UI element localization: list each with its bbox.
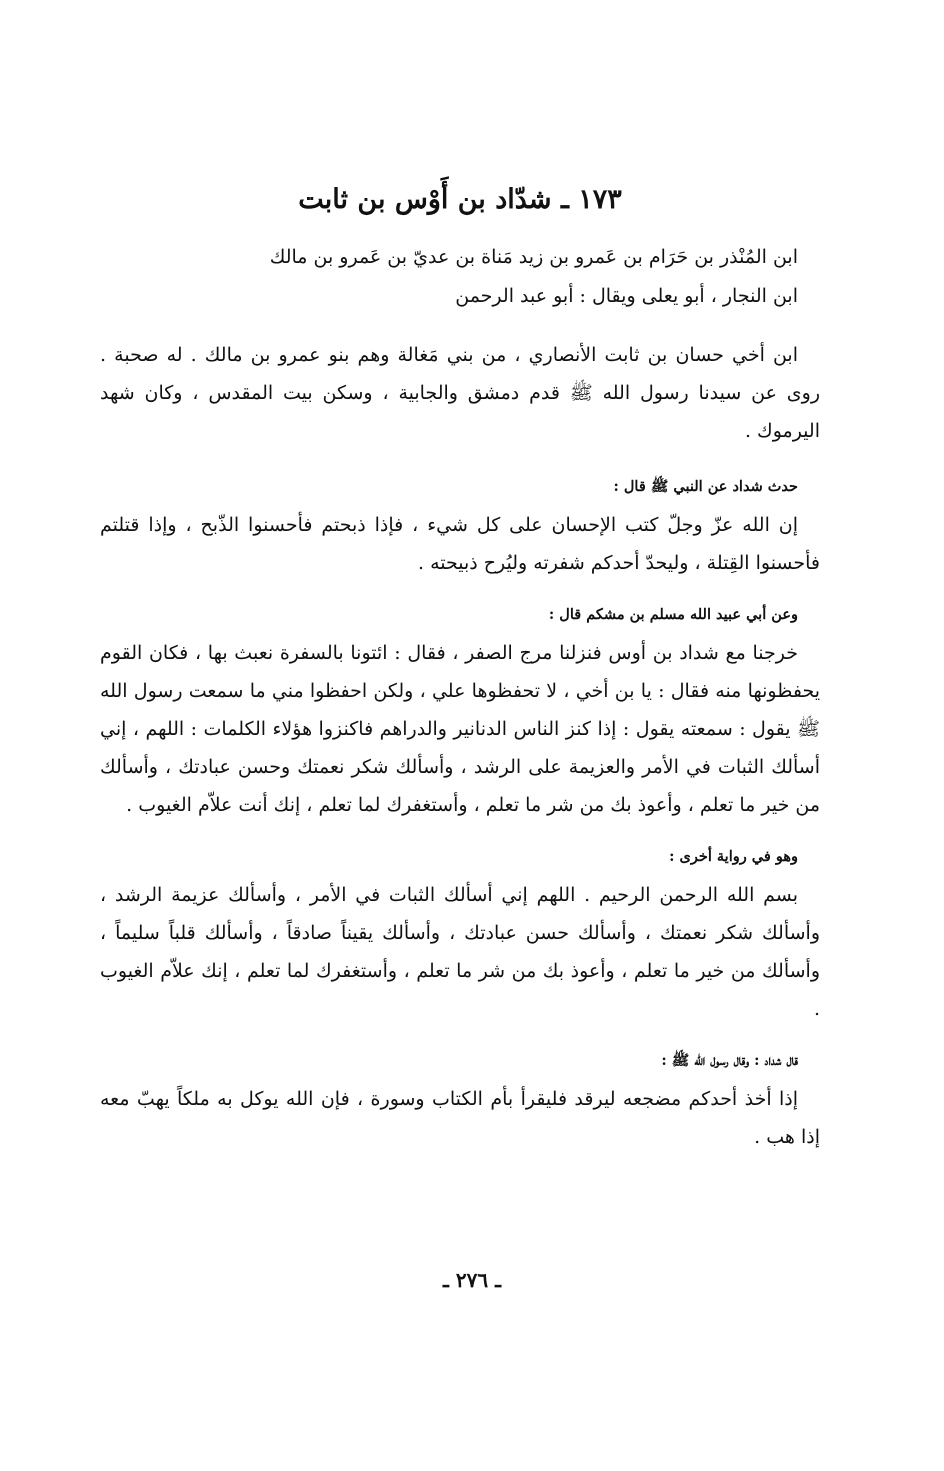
hadith-section	[100, 600, 820, 824]
section-heading: حدث شداد عن النبي ﷺ قال :	[613, 478, 798, 495]
entry-title: ١٧٣ ـ شدّاد بن أَوْس بن ثابت	[298, 184, 622, 215]
section-text: إن الله عزّ وجلّ كتب الإحسان على كل شيء ، فإذا ذبحتم فأحسنوا الذّبح ، وإذا قتلتم فأحسنوا القِتلة ، وليحدّ أحدكم شفرته وليُرح ذبيحته .	[100, 514, 820, 574]
book-page	[100, 180, 820, 1174]
page-number: ـ ٢٧٦ ـ	[443, 1268, 501, 1292]
hadith-section	[100, 842, 820, 1028]
lineage-line: ابن النجار ، أبو يعلى ويقال : أبو عبد الرحمن	[455, 285, 798, 307]
section-text: إذا أخذ أحدكم مضجعه ليرقد فليقرأ بأم الكتاب وسورة ، فإن الله يوكل به ملكاً يهبّ معه إذا هب .	[100, 1088, 820, 1148]
section-text: بسم الله الرحمن الرحيم . اللهم إني أسألك الثبات في الأمر ، وأسألك عزيمة الرشد ، وأسألك شكر نعمتك ، وأسألك حسن عبادتك ، وأسألك يقيناً صادقاً ، وأسألك قلباً سليماً ، وأسألك من خير ما تعلم ، وأعوذ بك من شر ما تعلم ، وأستغفرك لما تعلم ، إنك علاّم الغيوب .	[100, 884, 820, 1020]
biography-paragraph: ابن أخي حسان بن ثابت الأنصاري ، من بني مَغالة وهم بنو عمرو بن مالك . له صحبة . روى عن سيدنا رسول الله ﷺ قدم دمشق والجابية ، وسكن بيت المقدس ، وكان شهد اليرموك .	[100, 344, 820, 442]
section-text: خرجنا مع شداد بن أوس فنزلنا مرج الصفر ، فقال : ائتونا بالسفرة نعبث بها ، فكان القوم يحفظونها منه فقال : يا بن أخي ، لا تحفظوها علي ، ولكن احفظوا مني ما سمعت رسول الله ﷺ يقول : سمعته يقول : إذا كنز الناس الدنانير والدراهم فاكنزوا هؤلاء الكلمات : اللهم ، إني أسألك الثبات في الأمر والعزيمة على الرشد ، وأسألك شكر نعمتك وحسن عبادتك ، وأسألك من خير ما تعلم ، وأعوذ بك من شر ما تعلم ، وأستغفرك لما تعلم ، إنك أنت علاّم الغيوب .	[100, 642, 820, 816]
hadith-section	[100, 472, 820, 582]
hadith-section	[100, 1046, 820, 1156]
lineage-block	[100, 238, 820, 316]
section-heading: قال شداد : وقال رسول الله ﷺ :	[661, 1052, 798, 1069]
section-heading: وهو في رواية أخرى :	[669, 848, 798, 865]
section-heading: وعن أبي عبيد الله مسلم بن مشكم قال :	[548, 606, 798, 623]
lineage-line: ابن المُنْذر بن حَرَام بن عَمرو بن زيد مَناة بن عديّ بن عَمرو بن مالك	[269, 246, 798, 268]
